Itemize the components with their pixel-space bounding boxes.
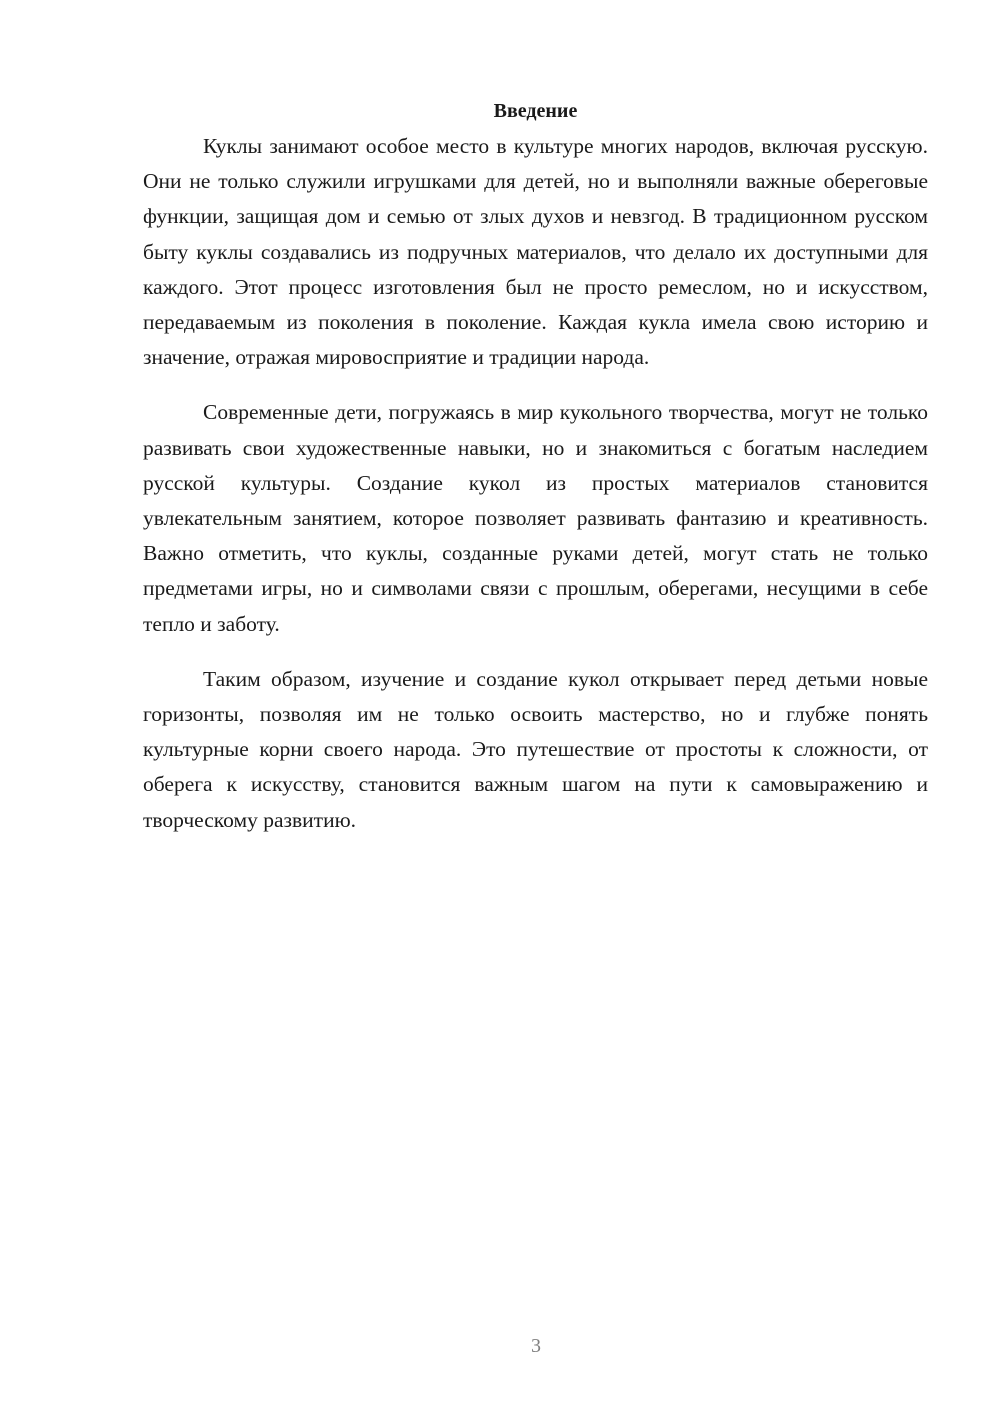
paragraph-2: Современные дети, погружаясь в мир кукольного творчества, могут не только развивать свои художественные навыки, но и знакомиться с богатым наследием русской культуры. Создание кукол из простых материалов становится увлекательным занятием, которое позволяет развивать фантазию и креативность. Важно отметить, что куклы, созданные руками детей, могут стать не только предметами игры, но и символами связи с прошлым, оберегами, несущими в себе тепло и заботу. <box>143 400 928 636</box>
paragraph-3: Таким образом, изучение и создание кукол открывает перед детьми новые горизонты, позволяя им не только освоить мастерство, но и глубже понять культурные корни своего народа. Это путешествие от простоты к сложности, от оберега к искусству, становится важным шагом на пути к самовыражению и творческому развитию. <box>143 666 928 832</box>
page-number: 3 <box>531 1335 541 1357</box>
section-heading: Введение <box>493 100 578 122</box>
paragraph-1: Куклы занимают особое место в культуре многих народов, включая русскую. Они не только служили игрушками для детей, но и выполняли важные обереговые функции, защищая дом и семью от злых духов и невзгод. В традиционном русском быту куклы создавались из подручных материалов, что делало их доступными для каждого. Этот процесс изготовления был не просто ремеслом, но и искусством, передаваемым из поколения в поколение. Каждая кукла имела свою историю и значение, отражая мировосприятие и традиции народа. <box>143 134 928 370</box>
page-content <box>143 96 928 858</box>
